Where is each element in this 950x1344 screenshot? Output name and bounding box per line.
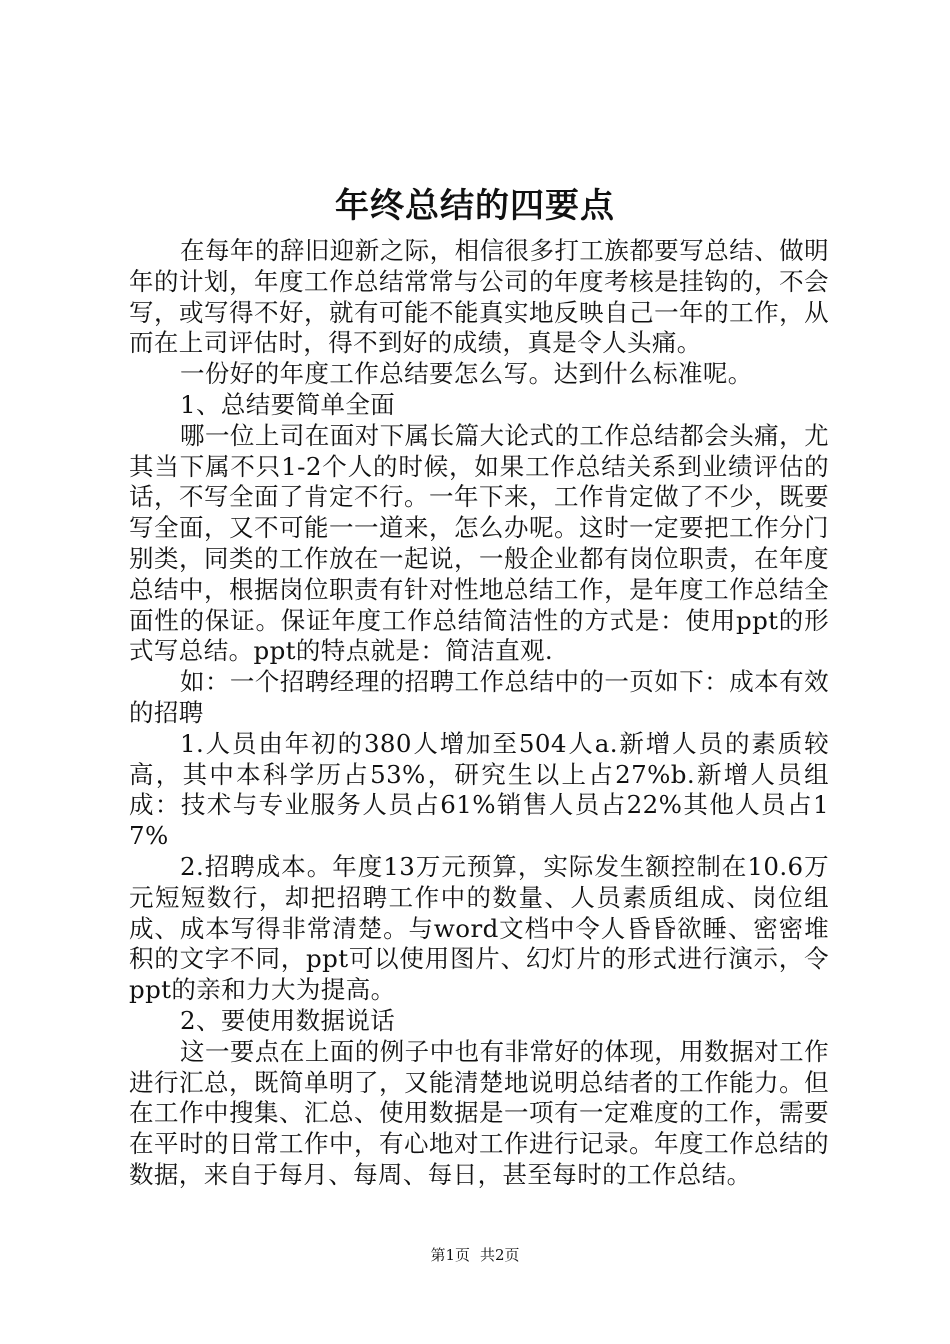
section-heading-2: 2、要使用数据说话	[180, 1005, 396, 1035]
paragraph-example: 如：一个招聘经理的招聘工作总结中的一页如下：成本有效的招聘	[129, 667, 829, 727]
paragraph-question: 一份好的年度工作总结要怎么写。达到什么标准呢。	[180, 359, 753, 389]
page-number: 第1页	[430, 1246, 470, 1264]
paragraph-example-item-2: 2.招聘成本。年度13万元预算，实际发生额控制在10.6万元短短数行，却把招聘工作中的数量、人员素质组成、岗位组成、成本写得非常清楚。与word文档中令人昏昏欲睡、密密堆积的文字不同，ppt可以使用图片、幻灯片的形式进行演示，令ppt的亲和力大为提高。	[129, 851, 829, 1005]
document-body	[129, 236, 829, 1191]
page-total: 共2页	[480, 1246, 520, 1264]
paragraph-section-1: 哪一位上司在面对下属长篇大论式的工作总结都会头痛，尤其当下属不只1-2个人的时候，如果工作总结关系到业绩评估的话，不写全面了肯定不行。一年下来，工作肯定做了不少，既要写全面，又不可能一一道来，怎么办呢。这时一定要把工作分门别类，同类的工作放在一起说，一般企业都有岗位职责，在年度总结中，根据岗位职责有针对性地总结工作，是年度工作总结全面性的保证。保证年度工作总结简洁性的方式是：使用ppt的形式写总结。ppt的特点就是：简洁直观.	[129, 420, 829, 666]
page-footer	[0, 1245, 950, 1265]
paragraph-section-2: 这一要点在上面的例子中也有非常好的体现，用数据对工作进行汇总，既简单明了，又能清楚地说明总结者的工作能力。但在工作中搜集、汇总、使用数据是一项有一定难度的工作，需要在平时的日常工作中，有心地对工作进行记录。年度工作总结的数据，来自于每月、每周、每日，甚至每时的工作总结。	[129, 1036, 829, 1189]
document-title: 年终总结的四要点	[335, 186, 615, 226]
paragraph-intro: 在每年的辞旧迎新之际，相信很多打工族都要写总结、做明年的计划，年度工作总结常常与公司的年度考核是挂钩的，不会写，或写得不好，就有可能不能真实地反映自己一年的工作，从而在上司评估时，得不到好的成绩，真是令人头痛。	[129, 236, 829, 358]
paragraph-example-item-1: 1.人员由年初的380人增加至504人a.新增人员的素质较高，其中本科学历占53%，研究生以上占27%b.新增人员组成：技术与专业服务人员占61%销售人员占22%其他人员占17%	[129, 728, 829, 851]
section-heading-1: 1、总结要简单全面	[180, 389, 396, 419]
